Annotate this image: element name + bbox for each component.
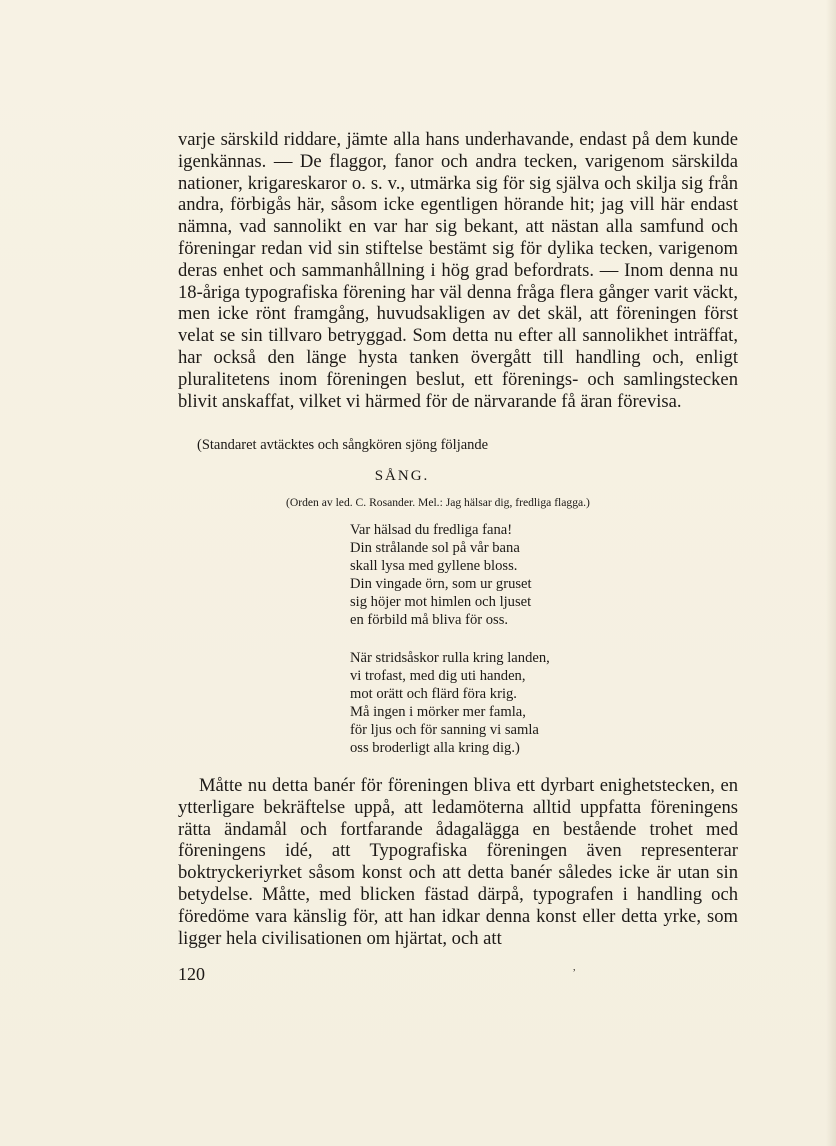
stray-mark: , xyxy=(573,962,576,973)
paragraph-1: varje särskild riddare, jämte alla hans underhavande, endast på dem kunde igenkännas. — De flaggor, fanor och andra tecken, varigenom särskilda nationer, krigareskaror o. s. v., utmärka sig för sig själva och skilja sig från andra, förbigås här, såsom icke egentligen hörande hit; jag vill här endast nämna, vad sannolikt en var har sig bekant, att nästan alla samfund och föreningar redan vid sin stiftelse bestämt sig för dylika tecken, varigenom deras enhet och sammanhållning i hög grad befordrats. — Inom denna nu 18-åriga typografiska förening har väl denna fråga flera gånger varit väckt, men icke rönt framgång, huvudsakligen av det skäl, att föreningen först velat se sin tillvaro betryggad. Som detta nu efter all sannolikhet inträffat, har också den länge hysta tanken övergått till handling och, enligt pluralitetens inom föreningen beslut, ett förenings- och samlingstecken blivit anskaffat, vilket vi härmed för de närvarande få äran förevisa. xyxy=(178,129,738,412)
verse-line: för ljus och för sanning vi samla xyxy=(350,721,539,738)
verse-line: en förbild må bliva för oss. xyxy=(350,611,509,628)
page-number: 120 xyxy=(178,964,205,984)
stage-note: (Standaret avtäcktes och sångkören sjöng följande xyxy=(197,437,489,453)
verse-line: skall lysa med gyllene bloss. xyxy=(350,557,518,574)
verse-line: Var hälsad du fredliga fana! xyxy=(350,522,513,538)
verse-line: När stridsåskor rulla kring landen, xyxy=(350,650,550,666)
song-title: SÅNG. xyxy=(374,468,430,484)
stanza-1 xyxy=(350,522,532,629)
verse-line: oss broderligt alla kring dig.) xyxy=(350,739,520,756)
verse-line: sig höjer mot himlen och ljuset xyxy=(350,593,532,610)
stanza-2 xyxy=(350,650,550,757)
verse-line: Din strålande sol på vår bana xyxy=(350,539,520,556)
verse-line: Din vingade örn, som ur gruset xyxy=(350,575,532,592)
verse-line: vi trofast, med dig uti handen, xyxy=(350,667,526,684)
verse-line: mot orätt och flärd föra krig. xyxy=(350,685,517,702)
verse-line: Må ingen i mörker mer famla, xyxy=(350,703,526,720)
song-credit: (Orden av led. C. Rosander. Mel.: Jag hälsar dig, fredliga flagga.) xyxy=(286,496,590,509)
paragraph-2: Måtte nu detta banér för föreningen bliva ett dyrbart enighetstecken, en ytterligare bekräftelse uppå, att ledamöterna alltid uppfatta föreningens rätta ändamål och fortfarande ådagalägga en bestående trohet med föreningens idé, att Typografiska föreningen även representerar boktryckeriyrket såsom konst och att detta banér således icke är utan sin betydelse. Måtte, med blicken fästad därpå, typografen i handling och föredöme vara känslig för, att han idkar denna konst eller detta yrke, som ligger hela civilisationen om hjärtat, och att xyxy=(178,775,738,949)
